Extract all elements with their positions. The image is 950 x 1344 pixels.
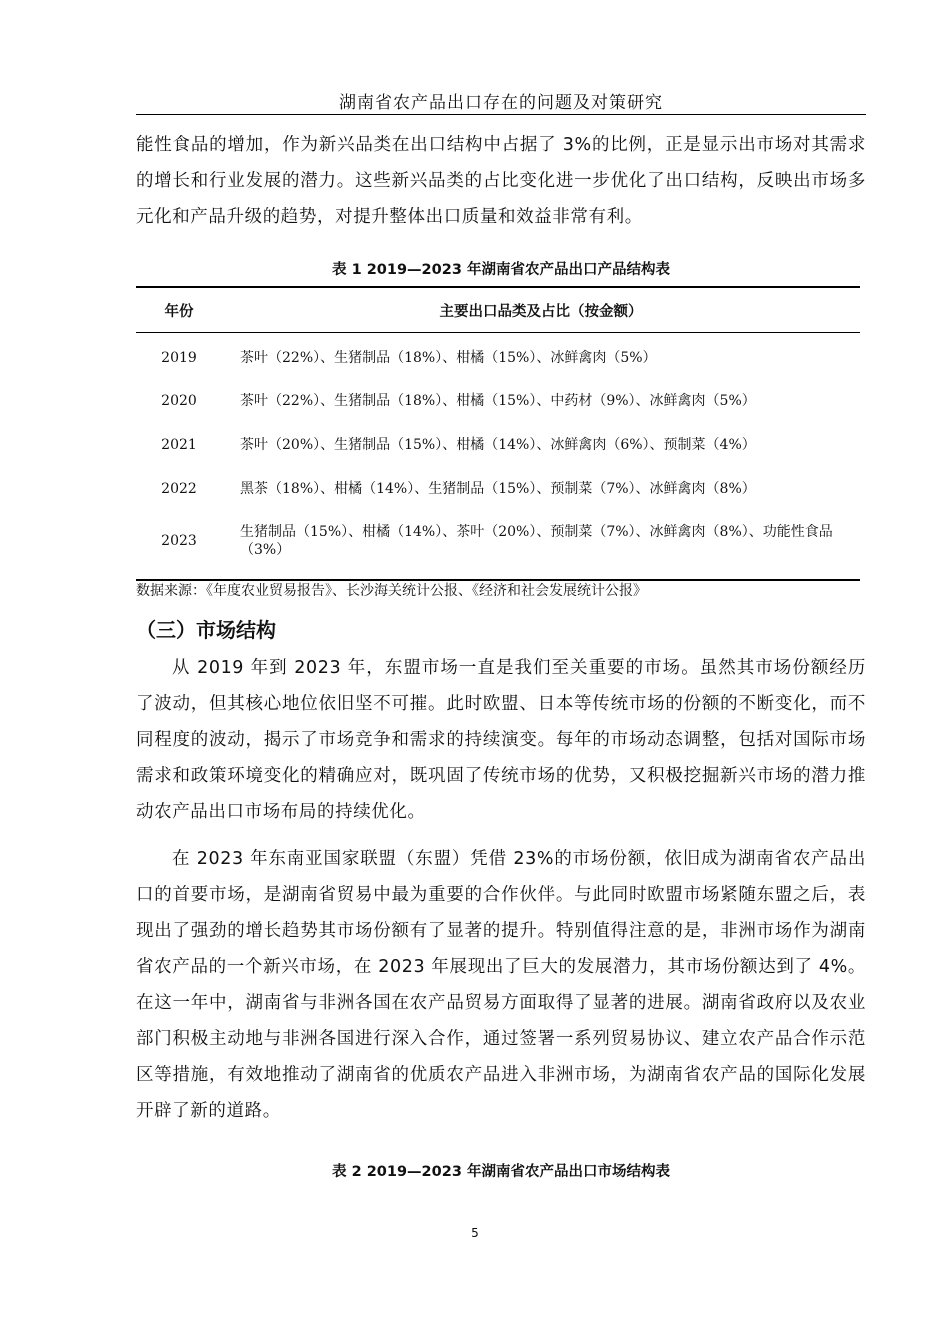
- cell-items: 茶叶（20%）、生猪制品（15%）、柑橘（14%）、冰鲜禽肉（6%）、预制菜（4%）: [240, 437, 756, 453]
- section-paragraph-1: 从 2019 年到 2023 年，东盟市场一直是我们至关重要的市场。虽然其市场份额经历了波动，但其核心地位依旧坚不可摧。此时欧盟、日本等传统市场的份额的不断变化，而不同程度的波动，揭示了市场竞争和需求的持续演变。每年的市场动态调整，包括对国际市场需求和政策环境变化的精确应对，既巩固了传统市场的优势，又积极挖掘新兴市场的潜力推动农产品出口市场布局的持续优化。: [136, 658, 866, 822]
- table-row: [136, 467, 860, 511]
- cell-items: 茶叶（22%）、生猪制品（18%）、柑橘（15%）、中药材（9%）、冰鲜禽肉（5%）: [240, 393, 756, 409]
- table1-source-note: 数据来源：《年度农业贸易报告》、长沙海关统计公报、《经济和社会发展统计公报》: [136, 583, 647, 599]
- section-paragraph-2: 在 2023 年东南亚国家联盟（东盟）凭借 23%的市场份额，依旧成为湖南省农产品出口的首要市场，是湖南省贸易中最为重要的合作伙伴。与此同时欧盟市场紧随东盟之后，表现出了强劲的增长趋势其市场份额有了显著的提升。特别值得注意的是，非洲市场作为湖南省农产品的一个新兴市场，在 2023 年展现出了巨大的发展潜力，其市场份额达到了 4%。在这一年中，湖南省与非洲各国在农产品贸易方面取得了显著的进展。湖南省政府以及农业部门积极主动地与非洲各国进行深入合作，通过签署一系列贸易协议、建立农产品合作示范区等措施，有效地推动了湖南省的优质农产品进入非洲市场，为湖南省农产品的国际化发展开辟了新的道路。: [136, 849, 866, 1121]
- cell-year: 2021: [161, 437, 197, 453]
- cell-items: 茶叶（22%）、生猪制品（18%）、柑橘（15%）、冰鲜禽肉（5%）: [240, 350, 657, 366]
- table1-caption: 表 1 2019—2023 年湖南省农产品出口产品结构表: [332, 262, 670, 278]
- column-header-year: 年份: [164, 303, 194, 320]
- running-header: 湖南省农产品出口存在的问题及对策研究: [339, 93, 663, 113]
- column-header-items: 主要出口品类及占比（按金额）: [439, 303, 643, 320]
- cell-year: 2020: [161, 393, 197, 409]
- table-row: [136, 333, 860, 380]
- intro-paragraph: 能性食品的增加，作为新兴品类在出口结构中占据了 3%的比例，正是显示出市场对其需求的增长和行业发展的潜力。这些新兴品类的占比变化进一步优化了出口结构，反映出市场多元化和产品升级的趋势，对提升整体出口质量和效益非常有利。: [136, 135, 866, 227]
- cell-year: 2019: [161, 350, 197, 366]
- cell-items: 黑茶（18%）、柑橘（14%）、生猪制品（15%）、预制菜（7%）、冰鲜禽肉（8%）: [240, 481, 756, 497]
- table-row: [136, 423, 860, 467]
- table-row: [136, 511, 860, 580]
- table-row: [136, 379, 860, 423]
- cell-year: 2023: [161, 533, 197, 549]
- header-rule: [136, 114, 866, 115]
- section-heading: （三）市场结构: [136, 618, 276, 642]
- cell-items: 生猪制品（15%）、柑橘（14%）、茶叶（20%）、预制菜（7%）、冰鲜禽肉（8%）、功能性食品（3%）: [240, 524, 833, 558]
- table2-caption: 表 2 2019—2023 年湖南省农产品出口市场结构表: [332, 1164, 670, 1180]
- table1: [136, 286, 860, 581]
- page-number: 5: [471, 1226, 479, 1240]
- cell-year: 2022: [161, 481, 197, 497]
- table-header-row: [136, 287, 860, 333]
